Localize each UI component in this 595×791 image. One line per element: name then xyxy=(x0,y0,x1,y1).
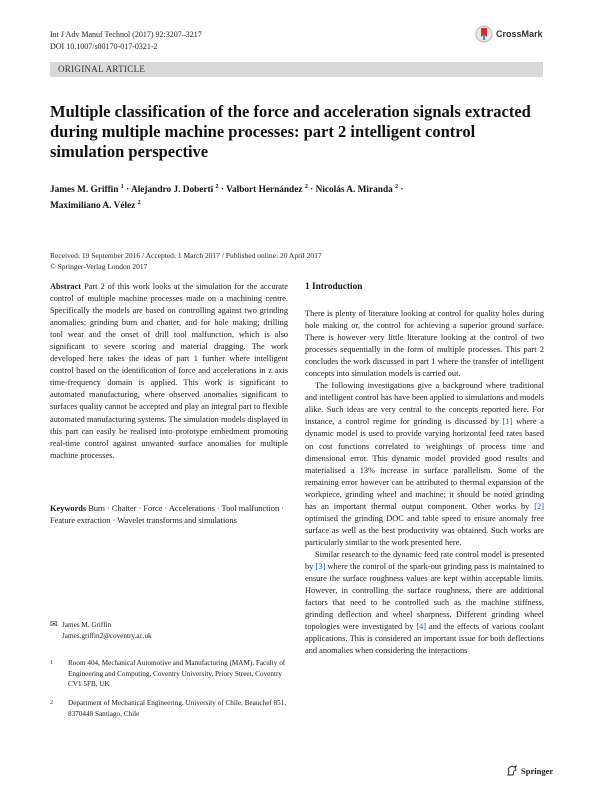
author-name[interactable]: Valbort Hernández $^2$ xyxy=(226,184,308,196)
author-separator: · xyxy=(218,185,227,196)
intro-paragraph-3: Similar research to the dynamic feed rate control model is presented by [3] where the control of the spark-out grinding pass is maintained to ensure the surface roughness values are kept within acceptable limits. However, in controlling the surface roughness, there are additional factors that need to be controlled such as the machine stiffness, grinding deflection and wheel sharpness. Different grinding wheel topologies were investigated by [4] and the effects of various coolant applications. This is considered an important issue for both deflections and anomalies when considering the interactions xyxy=(305,549,545,656)
author-separator: · xyxy=(307,185,316,196)
citation-link[interactable]: [1] xyxy=(502,417,513,427)
affiliation-text: Department of Mechanical Engineering, University of Chile, Beauchef 851, 8370448 Santiago, Chile xyxy=(68,699,287,718)
keywords-text: Burn · Chatter · Force · Accelerations · Tool malfunction · Feature extraction · Wavelet transforms and simulations xyxy=(50,504,284,526)
citation-link[interactable]: [2] xyxy=(534,501,544,511)
abstract xyxy=(50,281,288,462)
author-name[interactable]: Nicolás A. Miranda $^2$ xyxy=(315,184,399,196)
author-separator: · xyxy=(123,185,131,196)
envelope-icon: ✉ xyxy=(50,619,58,629)
corresponding-author xyxy=(50,619,288,641)
author-name[interactable]: Maximiliano A. Vélez $^2$ xyxy=(50,200,141,212)
citation-link[interactable]: [3] xyxy=(315,561,326,571)
abstract-text: Part 2 of this work looks at the simulation for the accurate control of multiple machine processes made on a machining centre. Specifically the models are based on controlling against two grinding anomalies; grinding burn and chatter, and for hole making; drilling tool wear and the onset of drill tool malfunction, which is also significant to severe scoring and material dragging. The work developed here takes the ideas of part 1 further where intelligent control based on the identification of force and accelerations in z axis time-frequency domain is applied. This work is significant to automated manufacturing, where observed anomalies significant to surfaces quality cannot be accepted and play an integral part to flexible automated manufacturing systems. The simulation models displayed in this part can easily be realised into prototype embedment promoting real-time control against unwanted surface anomalies for multiple machine processes. xyxy=(50,282,288,460)
contact-name: James M. Griffin xyxy=(62,621,112,629)
article-type-banner xyxy=(50,62,543,77)
citation-link[interactable]: [4] xyxy=(416,622,427,632)
journal-citation xyxy=(50,29,202,53)
copyright-line: © Springer-Verlag London 2017 xyxy=(50,262,148,271)
author-affiliation-marker: 2 xyxy=(137,200,141,207)
crossmark-icon xyxy=(475,25,493,43)
keywords-label: Keywords xyxy=(50,504,87,513)
contact-email[interactable]: James.griffin2@coventry.ac.uk xyxy=(62,631,152,640)
springer-horse-icon xyxy=(506,765,518,776)
section-heading: 1 Introduction xyxy=(305,282,363,292)
crossmark-label: CrossMark xyxy=(496,29,543,39)
author-list xyxy=(50,181,510,213)
journal-line: Int J Adv Manuf Technol (2017) 92:3207–3217 xyxy=(50,30,202,39)
abstract-label: Abstract xyxy=(50,282,82,291)
article-type-label: ORIGINAL ARTICLE xyxy=(58,64,146,74)
intro-paragraph-1: There is plenty of literature looking at control for quality holes during hole making or, the control for achieving a superior ground surface. There is however very little literature looking at the control of two processes sequentially in the form of multiple processes. This part 2 concludes the work discussed in part 1 where the transfer of intelligent concepts into simulation models is carried out. xyxy=(305,309,544,379)
doi-line: DOI 10.1007/s00170-017-0321-2 xyxy=(50,42,158,51)
article-title: Multiple classification of the force and acceleration signals extracted during multiple machine processes: part 2 intelligent control simulation perspective xyxy=(50,102,531,161)
affiliation-number: 1 xyxy=(50,660,53,666)
publisher-name: Springer xyxy=(521,765,554,776)
affiliation-1 xyxy=(50,658,288,690)
author-affiliation-marker: 2 xyxy=(215,184,219,190)
intro-paragraph-2: The following investigations give a background where traditional and intelligent control has have been applied to simulations and models alike. Such ideas are very central to the concepts reported here. For instance, a control regime for grinding is discussed by [1] where a dynamic model is used to provide varying horizontal feed rates based on cost functions correlated to weightings of process time and dimensional error. This dynamic model provided good results and materialised a 13% increase in surface parallelism. Some of the remaining error however can be attributed to thermal expansion of the workpiece, grinding wheel and machine; it should be noted grinding has an important thermal output component. Other works by [2] optimised the grinding DOC and table speed to ensure anomaly free surface as well as the best productivity was obtained. Such works are particularly similar to the work presented here. xyxy=(305,381,544,547)
author-affiliation-marker: 1 xyxy=(120,184,124,190)
crossmark-badge[interactable] xyxy=(475,25,543,43)
author-affiliation-marker: 2 xyxy=(304,184,308,190)
author-separator: · xyxy=(398,185,404,196)
affiliation-number: 2 xyxy=(50,700,53,706)
affiliation-text: Room 404, Mechanical Automotive and Manufacturing (MAM), Faculty of Engineering and Computing, Coventry University, Priory Street, Coventry CV1 5FB, UK xyxy=(68,659,286,688)
introduction-section xyxy=(305,281,544,657)
received-accepted-line: Received: 19 September 2016 / Accepted: 1 March 2017 / Published online: 20 April 2017 xyxy=(50,251,322,260)
author-name[interactable]: Alejandro J. Doberti $^2$ xyxy=(131,184,219,196)
publisher-logo xyxy=(506,765,553,776)
affiliation-2 xyxy=(50,698,288,719)
author-name[interactable]: James M. Griffin $^1$ xyxy=(50,184,124,196)
author-affiliation-marker: 2 xyxy=(395,184,399,190)
publication-dates xyxy=(50,250,322,272)
keywords xyxy=(50,503,288,527)
